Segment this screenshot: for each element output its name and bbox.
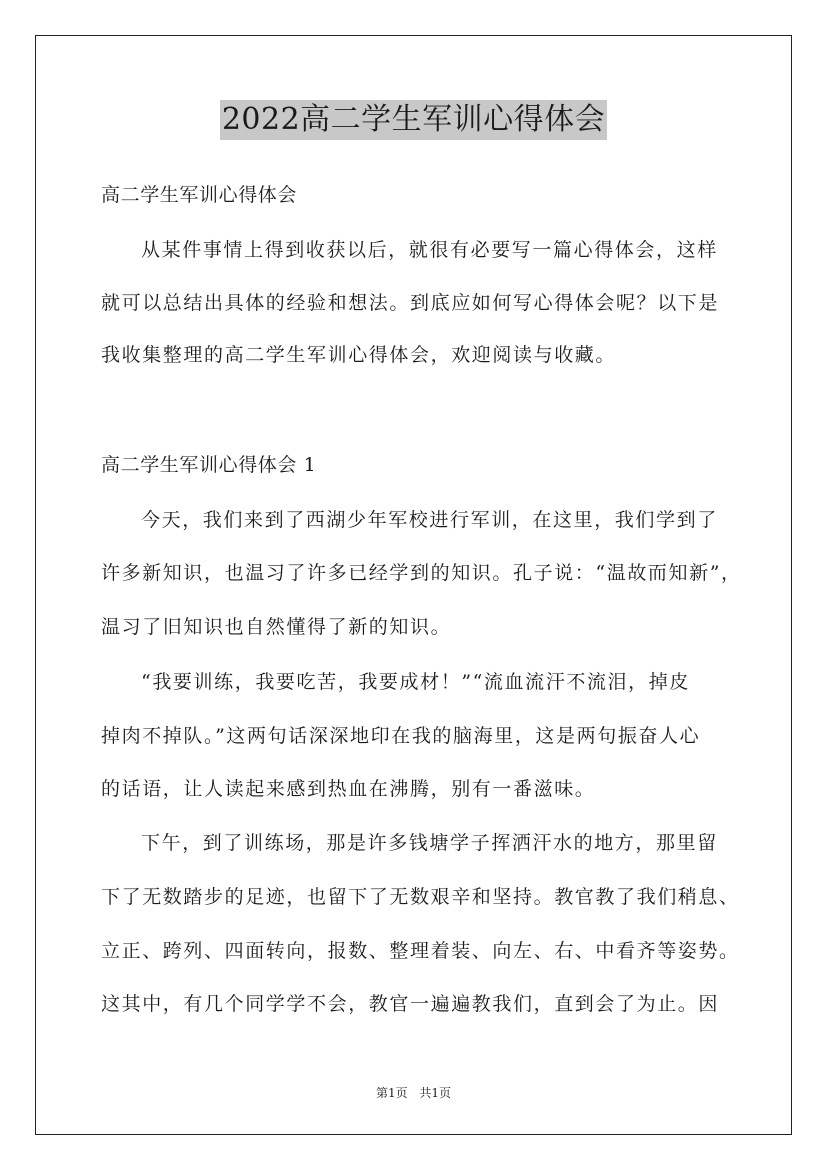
subtitle: 高二学生军训心得体会 (101, 184, 298, 206)
body-line-1: 今天，我们来到了西湖少年军校进行军训，在这里，我们学到了 (141, 509, 718, 531)
page-footer (0, 1085, 827, 1101)
document-title: 2022高二学生军训心得体会 (220, 100, 607, 140)
intro-line-1: 从某件事情上得到收获以后，就很有必要写一篇心得体会，这样 (141, 239, 718, 261)
intro-line-3: 我收集整理的高二学生军训心得体会，欢迎阅读与收藏。 (101, 344, 617, 366)
page-total: 共1页 (419, 1086, 452, 1100)
body-line-3: 温习了旧知识也自然懂得了新的知识。 (101, 616, 452, 638)
body-line-10: 这其中，有几个同学学不会，教官一遍遍教我们，直到会了为止。因 (101, 993, 720, 1015)
body-line-4: “我要训练，我要吃苦，我要成材！”“流血流汗不流泪，掉皮 (141, 671, 690, 693)
body-line-5: 掉肉不掉队。”这两句话深深地印在我的脑海里，这是两句振奋人心 (101, 725, 701, 747)
body-line-6: 的话语，让人读起来感到热血在沸腾，别有一番滋味。 (101, 778, 596, 800)
body-line-8: 下了无数踏步的足迹，也留下了无数艰辛和坚持。教官教了我们稍息、 (101, 886, 740, 908)
title-container (0, 100, 827, 140)
section-heading: 高二学生军训心得体会 1 (101, 454, 317, 476)
body-line-2: 许多新知识，也温习了许多已经学到的知识。孔子说：“温故而知新”， (101, 562, 742, 584)
body-line-7: 下午，到了训练场，那是许多钱塘学子挥洒汗水的地方，那里留 (141, 832, 718, 854)
page-number: 第1页 (375, 1086, 408, 1100)
intro-line-2: 就可以总结出具体的经验和想法。到底应如何写心得体会呢？以下是 (101, 292, 720, 314)
body-line-9: 立正、跨列、四面转向，报数、整理着装、向左、右、中看齐等姿势。 (101, 940, 740, 962)
